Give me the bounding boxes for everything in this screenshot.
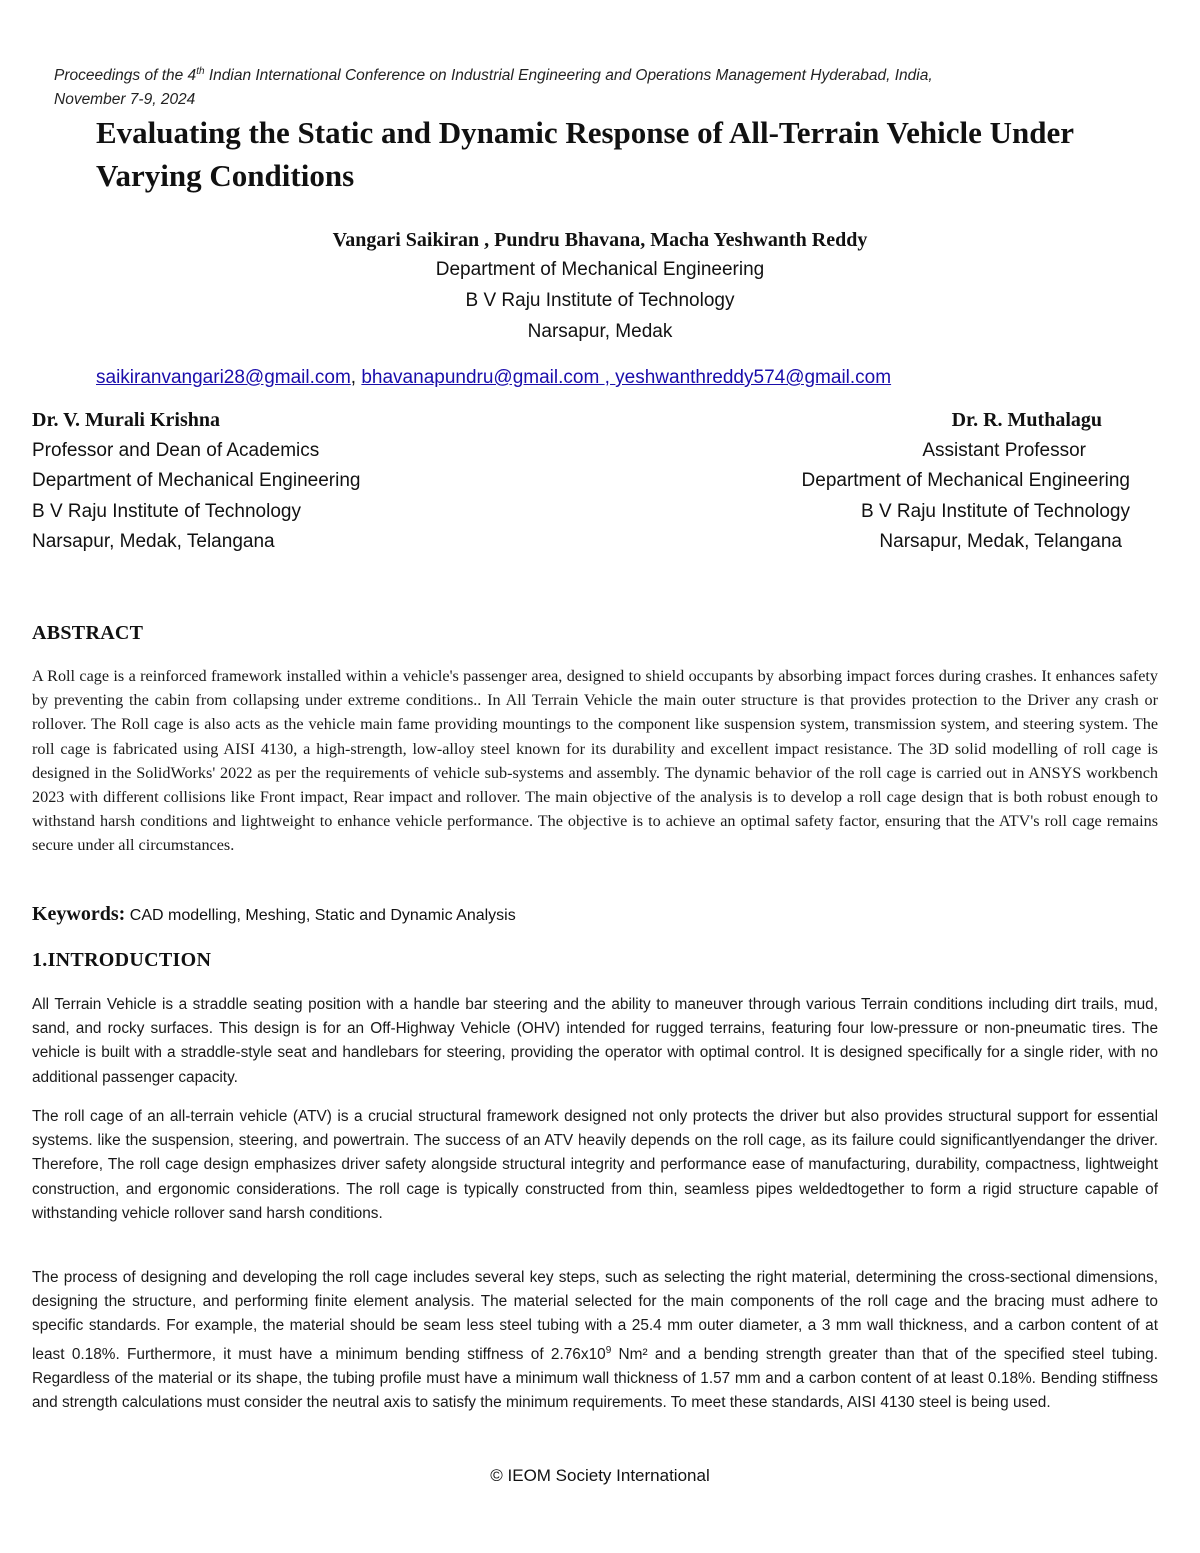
professor-left-block [32, 405, 592, 558]
affiliation-institute: B V Raju Institute of Technology [465, 290, 735, 311]
professor-left-institute: B V Raju Institute of Technology [32, 500, 301, 522]
professor-left-department: Department of Mechanical Engineering [32, 470, 361, 491]
affiliation-location: Narsapur, Medak [527, 321, 673, 342]
professor-right-department: Department of Mechanical Engineering [801, 470, 1130, 491]
authors: Vangari Saikiran , Pundru Bhavana, Macha Yeshwanth Reddy [332, 229, 868, 251]
keywords-label: Keywords: [32, 903, 126, 925]
email-link-saikiran[interactable]: saikiranvangari28@gmail.com [96, 367, 351, 388]
introduction-paragraph-3: The process of designing and developing the roll cage includes several key steps, such as selecting the right material, determining the cross-sectional dimensions, designing the structure, and performing finite element analysis. The material selected for the main components of the roll cage and the bracing must adhere to specific standards. For example, the material should be seam less steel tubing with a 25.4 mm outer diameter, a 3 mm wall thickness, and a carbon content of at least 0.18%. Furthermore, it must have a minimum bending stiffness of $2.76x10^9$ Nm² and a bending strength greater than that of the specified steel tubing. Regardless of the material or its shape, the tubing profile must have a minimum wall thickness of 1.57 mm and a carbon content of at least 0.18%. Bending stiffness and strength calculations must consider the neutral axis to satisfy the minimum requirements. To meet these standards, AISI 4130 steel is being used. [32, 1269, 1158, 1412]
abstract-heading: ABSTRACT [32, 622, 144, 644]
paper-title: Evaluating the Static and Dynamic Response of All-Terrain Vehicle Under Varying Conditions [96, 115, 1074, 193]
professor-right-location: Narsapur, Medak, Telangana [879, 531, 1122, 552]
email-link-bhavana[interactable]: bhavanapundru@gmail.com [361, 367, 605, 388]
professor-left-location: Narsapur, Medak, Telangana [32, 531, 275, 552]
keywords-text: CAD modelling, Meshing, Static and Dynamic Analysis [129, 907, 516, 924]
affiliation-department: Department of Mechanical Engineering [435, 259, 765, 280]
introduction-heading: 1.INTRODUCTION [32, 949, 212, 971]
proceedings-header: Proceedings of the 4th Indian International Conference on Industrial Engineering and Operations Management Hyderabad, India, November 7-9, 2024 [54, 66, 933, 109]
professor-left-role: Professor and Dean of Academics [32, 439, 320, 461]
keywords [32, 901, 516, 929]
professor-right-block [570, 405, 1130, 558]
professor-right-institute: B V Raju Institute of Technology [861, 500, 1130, 522]
professor-left-name: Dr. V. Murali Krishna [32, 409, 220, 431]
professor-right-role: Assistant Professor [922, 439, 1086, 461]
email-link-yeshwanth[interactable]: yeshwanthreddy574@gmail.com [615, 367, 892, 388]
introduction-paragraph-1: All Terrain Vehicle is a straddle seating position with a handle bar steering and the ability to maneuver through various Terrain conditions including dirt trails, mud, sand, and rocky surfaces. This design is for an Off-Highway Vehicle (OHV) intended for rugged terrains, featuring four low-pressure or non-pneumatic tires. The vehicle is built with a straddle-style seat and handlebars for steering, providing the operator with optimal control. It is designed specifically for a single rider, with no additional passenger capacity. [32, 996, 1158, 1086]
author-emails: saikiranvangari28@gmail.com, bhavanapundru@gmail.com , yeshwanthreddy574@gmail.com [96, 367, 892, 388]
proceedings-date: November 7-9, 2024 [54, 91, 196, 109]
introduction-paragraph-2: The roll cage of an all-terrain vehicle (ATV) is a crucial structural framework designed not only protects the driver but also provides structural support for essential systems. like the suspension, steering, and powertrain. The success of an ATV heavily depends on the roll cage, as its failure could significantlyendanger the driver. Therefore, The roll cage design emphasizes driver safety alongside structural integrity and performance ease of manufacturing, durability, compactness, lightweight construction, and ergonomic considerations. The roll cage is typically constructed from thin, seamless pipes weldedtogether to form a rigid structure capable of withstanding vehicle rollover sand harsh conditions. [32, 1108, 1158, 1222]
footer-copyright: © IEOM Society International [490, 1466, 710, 1485]
abstract-text: A Roll cage is a reinforced framework installed within a vehicle's passenger area, designed to shield occupants by absorbing impact forces during crashes. It enhances safety by preventing the cabin from collapsing under extreme conditions.. In All Terrain Vehicle the main outer structure is that provides protection to the Driver any crash or rollover. The Roll cage is also acts as the vehicle main fame providing mountings to the component like suspension system, transmission system, and steering system. The roll cage is fabricated using AISI 4130, a high-strength, low-alloy steel known for its durability and excellent impact resistance. The 3D solid modelling of roll cage is designed in the SolidWorks' 2022 as per the requirements of vehicle sub-systems and assembly. The dynamic behavior of the roll cage is carried out in ANSYS workbench 2023 with different collisions like Front impact, Rear impact and rollover. The main objective of the analysis is to develop a roll cage design that is both robust enough to withstand harsh conditions and lightweight to enhance vehicle performance. The objective is to achieve an optimal safety factor, ensuring that the ATV's roll cage remains secure under all circumstances. [32, 667, 1158, 855]
professor-right-name: Dr. R. Muthalagu [951, 409, 1102, 431]
